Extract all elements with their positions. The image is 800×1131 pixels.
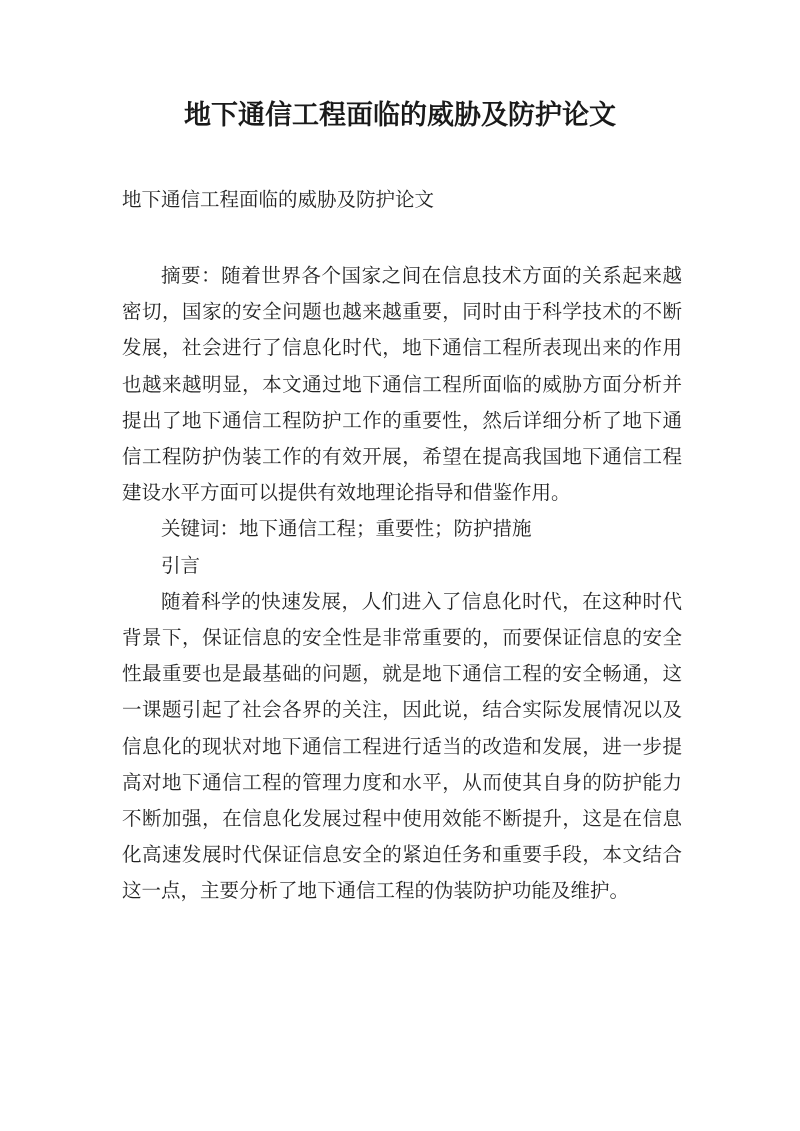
document-title: 地下通信工程面临的威胁及防护论文	[184, 100, 616, 131]
section-heading-introduction: 引言	[161, 553, 201, 577]
document-body	[122, 258, 682, 910]
document-subtitle: 地下通信工程面临的威胁及防护论文	[122, 188, 435, 211]
keywords-paragraph: 关键词：地下通信工程；重要性；防护措施	[161, 517, 532, 541]
introduction-paragraph: 随着科学的快速发展，人们进入了信息化时代，在这种时代背景下，保证信息的安全性是非常重要的，而要保证信息的安全性最重要也是最基础的问题，就是地下通信工程的安全畅通，这一课题引起了社会各界的关注，因此说，结合实际发展情况以及信息化的现状对地下通信工程进行适当的改造和发展，进一步提高对地下通信工程的管理力度和水平，从而使其自身的防护能力不断加强，在信息化发展过程中使用效能不断提升，这是在信息化高速发展时代保证信息安全的紧迫任务和重要手段，本文结合这一点，主要分析了地下通信工程的伪装防护功能及维护。	[122, 589, 682, 903]
abstract-paragraph: 摘要：随着世界各个国家之间在信息技术方面的关系起来越密切，国家的安全问题也越来越重要，同时由于科学技术的不断发展，社会进行了信息化时代，地下通信工程所表现出来的作用也越来越明显，本文通过地下通信工程所面临的威胁方面分析并提出了地下通信工程防护工作的重要性，然后详细分析了地下通信工程防护伪装工作的有效开展，希望在提高我国地下通信工程建设水平方面可以提供有效地理论指导和借鉴作用。	[122, 264, 682, 505]
